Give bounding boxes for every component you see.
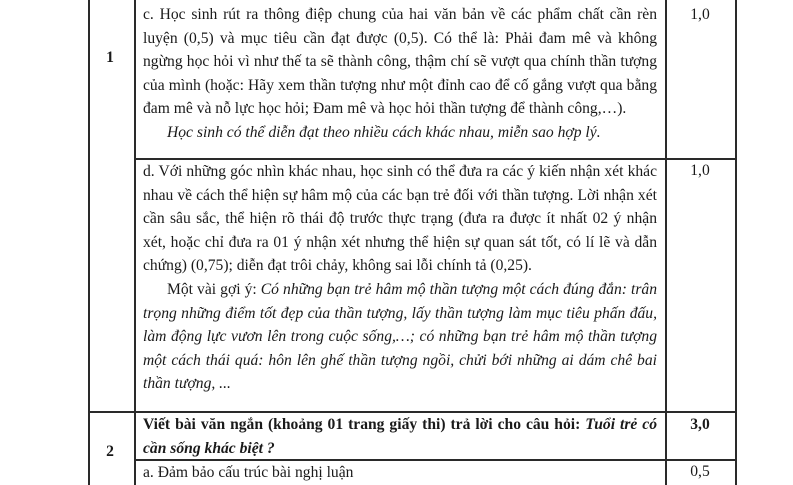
item-d-hint-label: Một vài gợi ý: [167, 280, 257, 298]
item-d-score: 1,0 [690, 162, 710, 179]
item-c [143, 3, 657, 145]
question-number-1: 1 [106, 49, 114, 66]
sub-item-a [143, 461, 657, 485]
question-2-prompt [143, 413, 657, 460]
item-d-hint-text: Có những bạn trẻ hâm mộ thần tượng một cách đúng đắn: trân trọng những điểm tốt đẹp của thần tượng, lấy thần tượng làm mục tiêu phấn đấu, làm động lực vươn lên trong cuộc sống,…; có những bạn trẻ hâm mộ thần tượng một cách thái quá: hôn lên ghế thần tượng ngồi, chửi bới những ai dám chê bai thần tượng, ... [143, 280, 657, 393]
question-2-bold: Viết bài văn ngắn (khoảng 01 trang giấy thi) trả lời cho câu hỏi: [143, 416, 581, 433]
item-c-score: 1,0 [690, 6, 710, 23]
question-2-italic: Tuổi trẻ có cần sống khác biệt ? [143, 416, 657, 457]
item-c-note: Học sinh có thể diễn đạt theo nhiều cách khác nhau, miễn sao hợp lý. [167, 123, 601, 141]
item-d-hint [143, 278, 657, 396]
item-c-text: c. Học sinh rút ra thông điệp chung của hai văn bản về các phẩm chất cần rèn luyện (0,5) và mục tiêu cần đạt được (0,5). Có thể là: Phải đam mê và không ngừng học hỏi vì như thế ta sẽ thành công, thậm chí sẽ vượt qua chính thần tượng của mình (hoặc: Hãy xem thần tượng như một đỉnh cao để cố gắng vượt qua bằng đam mê và nỗ lực học hỏi; Đam mê và học hỏi thần tượng để thành công,…). [143, 6, 657, 118]
sub-item-a-text: a. Đảm bảo cấu trúc bài nghị luận [143, 464, 354, 481]
item-d-text: d. Với những góc nhìn khác nhau, học sinh có thể đưa ra các ý kiến nhận xét khác nhau về cách thể hiện sự hâm mộ của các bạn trẻ đối với thần tượng. Lời nhận xét cần sâu sắc, thể hiện rõ thái độ trước thực trạng (đưa ra được ít nhất 02 ý nhận xét, hoặc chỉ đưa ra 01 ý nhận xét nhưng thể hiện sự quan sát tốt, có lí lẽ và dẫn chứng) (0,75); diễn đạt trôi chảy, không sai lỗi chính tả (0,25). [143, 163, 657, 275]
question-2-score: 3,0 [690, 416, 710, 433]
sub-item-a-score: 0,5 [690, 463, 710, 480]
item-d [143, 160, 657, 396]
question-number-2: 2 [106, 443, 114, 460]
